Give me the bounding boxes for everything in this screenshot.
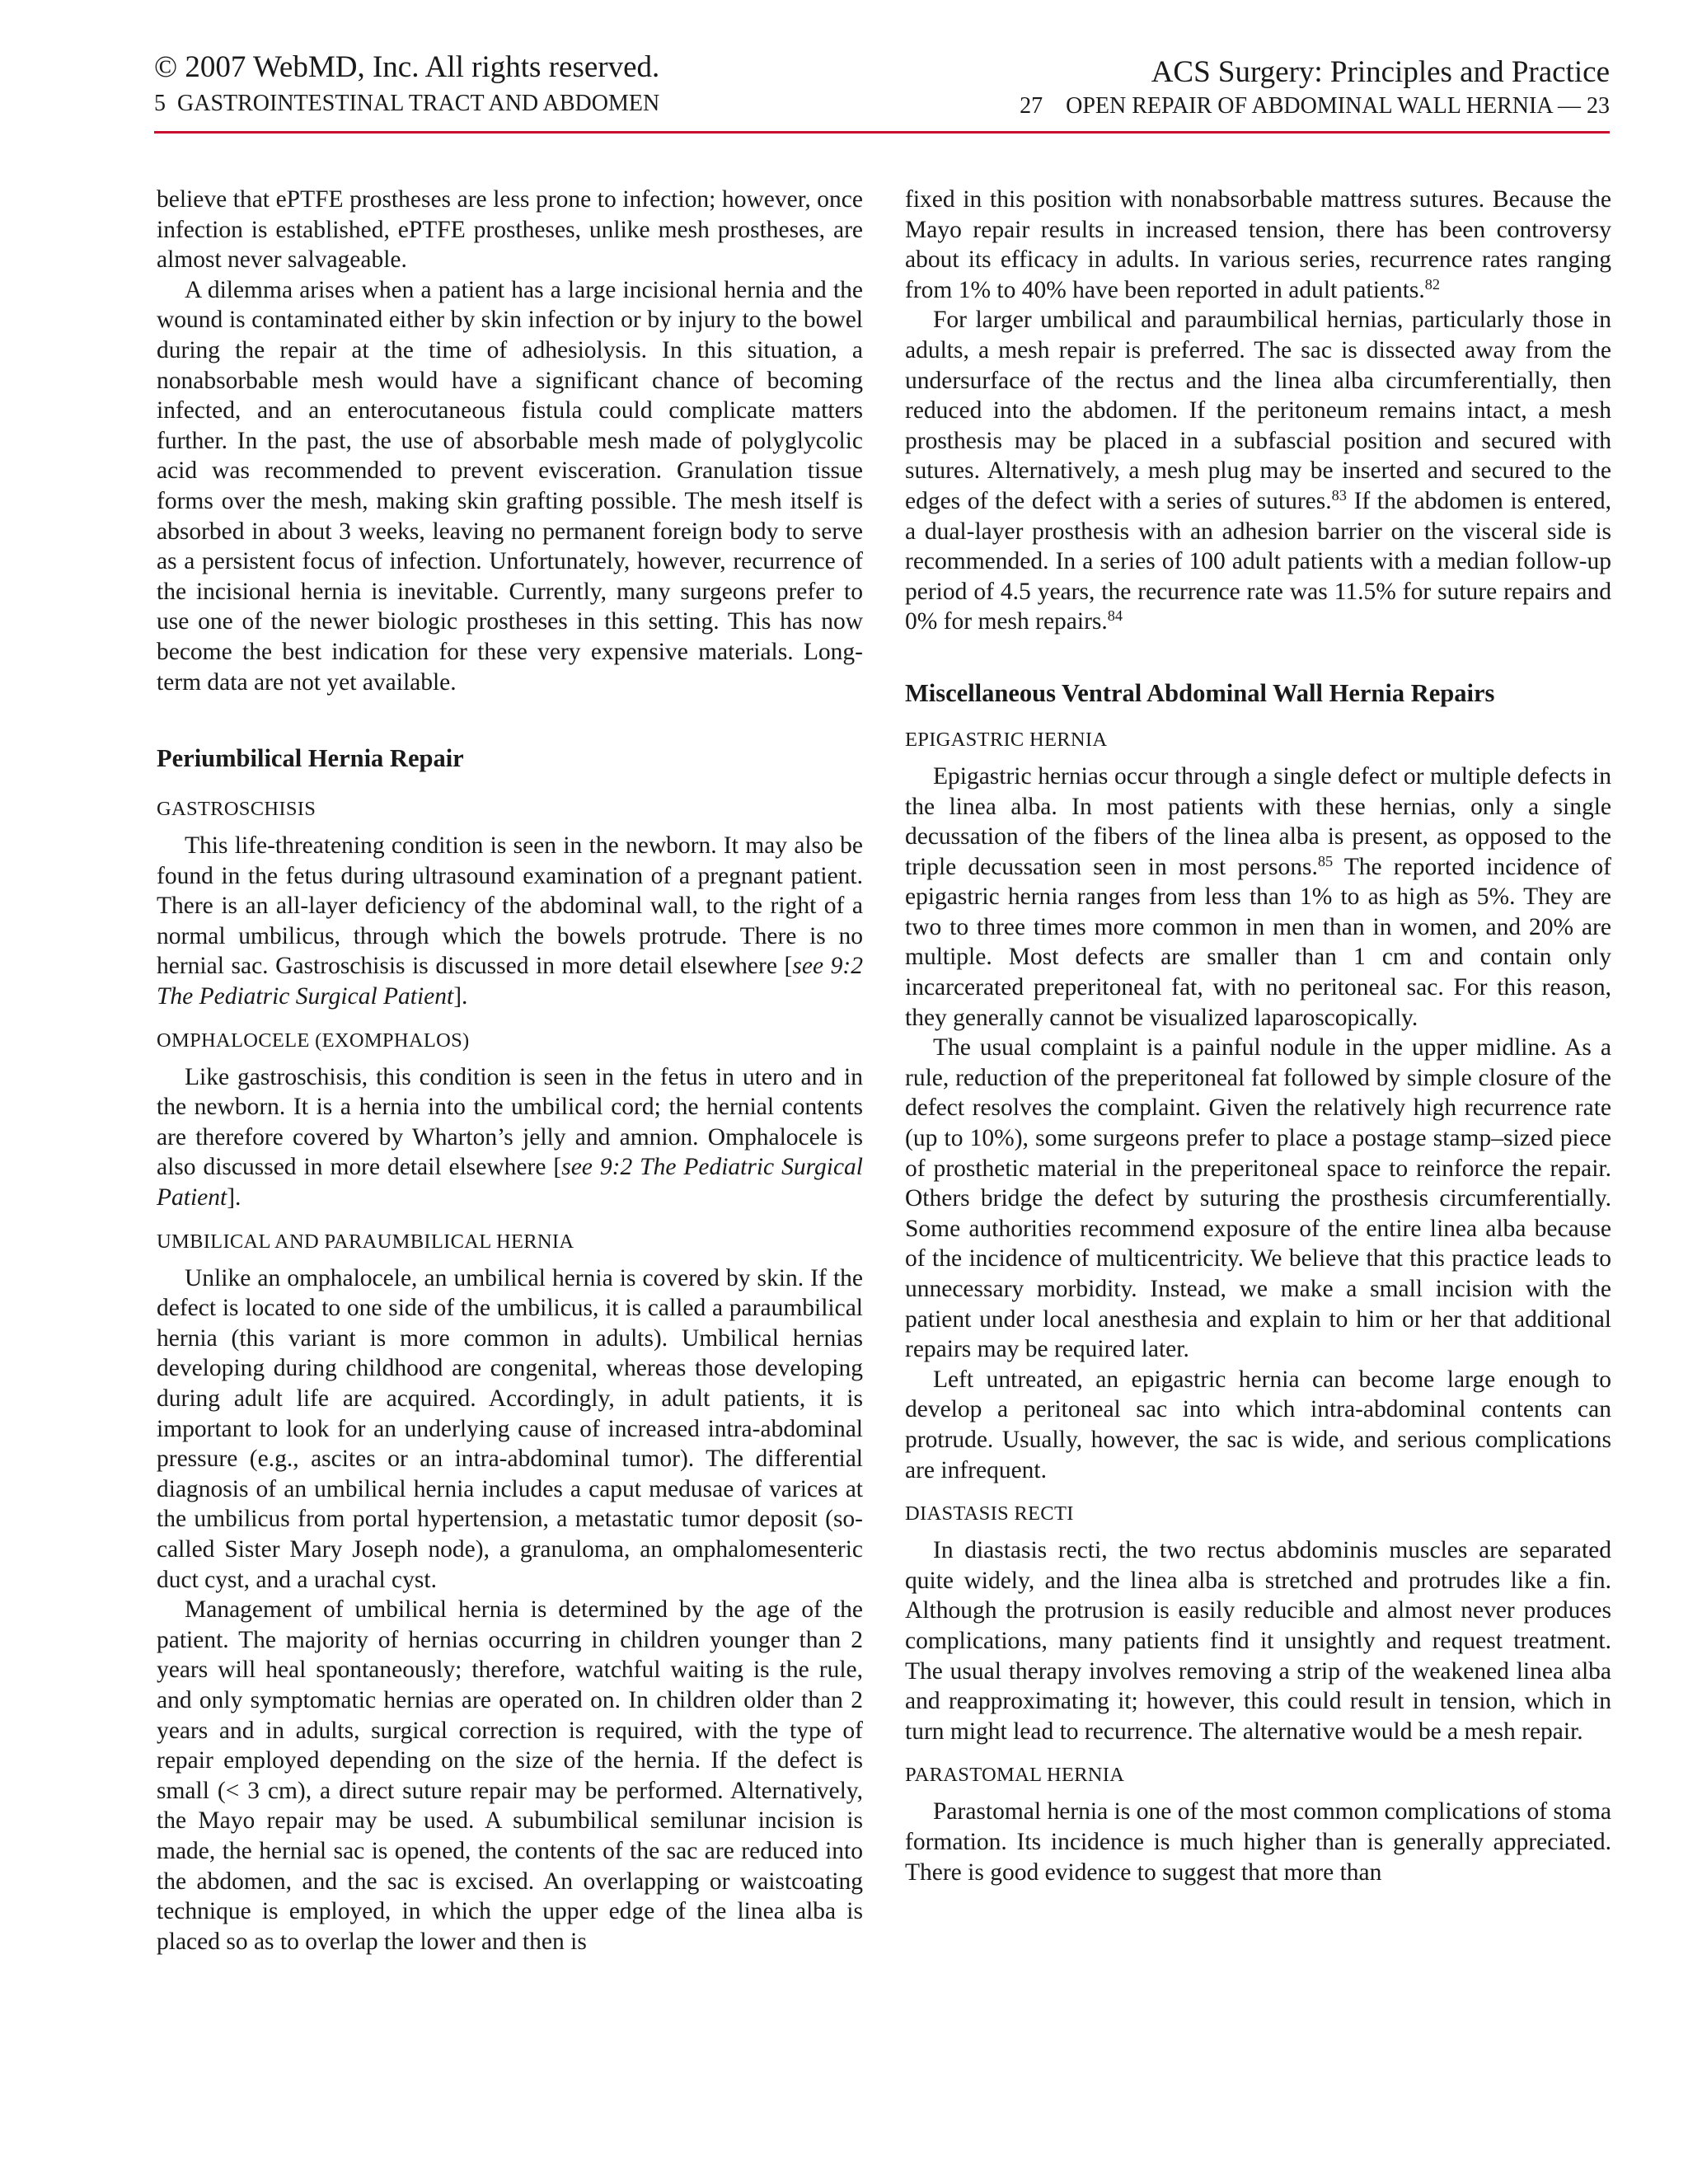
subheading-umbilical: UMBILICAL AND PARAUMBILICAL HERNIA: [157, 1230, 574, 1253]
paragraph: Like gastroschisis, this condition is seen in the fetus in utero and in the newborn. It is a hernia into the umbilical cord; the hernial contents are therefore covered by Wharton’s jelly and amnion. Omphalocele is also discussed in more detail elsewhere [see 9:2 The Pediatric Surgical Patient].: [157, 1063, 863, 1212]
paragraph: The usual complaint is a painful nodule in the upper midline. As a rule, reduction of the preperitoneal fat followed by simple closure of the defect resolves the complaint. Given the relatively high recurrence rate (up to 10%), some surgeons prefer to place a postage stamp–sized piece of prosthetic material in the preperitoneal space to reinforce the repair. Others bridge the defect by suturing the prosthesis circumferentially. Some authorities recommend exposure of the entire linea alba because of the incidence of multicentricity. We believe that this practice leads to unnecessary morbidity. Instead, we make a small incision with the patient under local anesthesia and explain to him or her that additional repairs may be required later.: [905, 1034, 1611, 1363]
subheading-diastasis: DIASTASIS RECTI: [905, 1502, 1074, 1526]
paragraph: Management of umbilical hernia is determined by the age of the patient. The majority of hernias occurring in children younger than 2 years will heal spontaneously; therefore, watchful waiting is the rule, and only symptomatic hernias are operated on. In children older than 2 years and in adults, surgical correction is required, with the type of repair employed depending on the size of the hernia. If the defect is small (< 3 cm), a direct suture repair may be performed. Alternatively, the Mayo repair may be used. A subumbilical semilunar incision is made, the hernial sac is opened, the contents of the sac are reduced into the abdomen, and the sac is excised. An overlapping or waistcoating technique is employed, in which the upper edge of the linea alba is placed so as to overlap the lower and then is: [157, 1596, 863, 1955]
right-column: [905, 185, 1611, 1887]
section-number: 5: [154, 91, 166, 116]
header-rule: [154, 131, 1610, 134]
reference-number: 85: [1317, 852, 1334, 869]
section-header: [154, 91, 659, 117]
subheading-omphalocele: OMPHALOCELE (EXOMPHALOS): [157, 1029, 470, 1052]
section-title: GASTROINTESTINAL TRACT AND ABDOMEN: [177, 91, 660, 116]
subheading-epigastric: EPIGASTRIC HERNIA: [905, 728, 1108, 751]
chapter-title-page: OPEN REPAIR OF ABDOMINAL WALL HERNIA — 23: [1066, 93, 1610, 119]
subheading-parastomal: PARASTOMAL HERNIA: [905, 1764, 1125, 1787]
section-heading-periumbilical: Periumbilical Hernia Repair: [157, 744, 464, 773]
left-column: [157, 185, 863, 1957]
reference-number: 83: [1331, 486, 1347, 504]
chapter-header: [1020, 93, 1610, 120]
paragraph: In diastasis recti, the two rectus abdominis muscles are separated quite widely, and the linea alba is stretched and protrudes like a fin. Although the protrusion is easily reducible and almost never produces complications, many patients find it unsightly and request treatment. The usual therapy involves removing a strip of the weakened linea alba and reapproximating it; however, this could result in tension, which in turn might lead to recurrence. The alternative would be a mesh repair.: [905, 1537, 1611, 1745]
paragraph: Epigastric hernias occur through a single defect or multiple defects in the linea alba. In most patients with these hernias, only a single decussation of the fibers of the linea alba is present, as opposed to the triple decussation seen in most persons.$^{85}$ The reported incidence of epigastric hernia ranges from less than 1% to as high as 5%. They are two to three times more common in men than in women, and 20% are multiple. Most defects are smaller than 1 cm and contain only incarcerated preperitoneal fat, with no peritoneal sac. For this reason, they generally cannot be visualized laparoscopically.: [905, 762, 1611, 1031]
paragraph: This life-threatening condition is seen in the newborn. It may also be found in the fetus during ultrasound examination of a pregnant patient. There is an all-layer deficiency of the abdominal wall, to the right of a normal umbilicus, through which the bowels protrude. There is no hernial sac. Gastroschisis is discussed in more detail elsewhere [see 9:2 The Pediatric Surgical Patient].: [157, 832, 863, 1010]
section-heading-miscellaneous: Miscellaneous Ventral Abdominal Wall Hernia Repairs: [905, 678, 1495, 707]
paragraph: Parastomal hernia is one of the most common complications of stoma formation. Its incidence is much higher than is generally appreciated. There is good evidence to suggest that more than: [905, 1798, 1611, 1886]
paragraph: Left untreated, an epigastric hernia can become large enough to develop a peritoneal sac into which intra-abdominal contents can protrude. Usually, however, the sac is wide, and serious complications are infrequent.: [905, 1366, 1611, 1483]
paragraph: believe that ePTFE prostheses are less prone to infection; however, once infection is established, ePTFE prostheses, unlike mesh prostheses, are almost never salvageable.: [157, 186, 863, 274]
chapter-number: 27: [1020, 93, 1043, 119]
paragraph: For larger umbilical and paraumbilical hernias, particularly those in adults, a mesh repair is preferred. The sac is dissected away from the undersurface of the rectus and the linea alba circumferentially, then reduced into the abdomen. If the peritoneum remains intact, a mesh prosthesis may be placed in a subfascial position and secured with sutures. Alternatively, a mesh plug may be inserted and secured to the edges of the defect with a series of sutures.$^{83}$ If the abdomen is entered, a dual-layer prosthesis with an adhesion barrier on the visceral side is recommended. In a series of 100 adult patients with a median follow-up period of 4.5 years, the recurrence rate was 11.5% for suture repairs and 0% for mesh repairs.$^{84}$: [905, 307, 1612, 635]
reference-number: 84: [1107, 607, 1123, 625]
subheading-gastroschisis: GASTROSCHISIS: [157, 798, 316, 821]
cross-reference: see 9:2 The Pediatric Surgical Patient: [157, 953, 863, 1010]
paragraph: Unlike an omphalocele, an umbilical hernia is covered by skin. If the defect is located to one side of the umbilicus, it is called a paraumbilical hernia (this variant is more common in adults). Umbilical hernias developing during childhood are congenital, whereas those developing during adult life are acquired. Accordingly, in adult patients, it is important to look for an underlying cause of increased intra-abdominal pressure (e.g., ascites or an intra-abdominal tumor). The differential diagnosis of an umbilical hernia includes a caput medusae of varices at the umbilicus from portal hypertension, a metastatic tumor deposit (so-called Sister Mary Joseph node), a granuloma, an omphalomesenteric duct cyst, and a urachal cyst.: [157, 1264, 863, 1593]
reference-number: 82: [1424, 275, 1441, 293]
book-title: ACS Surgery: Principles and Practice: [1151, 55, 1610, 89]
paragraph: A dilemma arises when a patient has a large incisional hernia and the wound is contaminated either by skin infection or by injury to the bowel during the repair at the time of adhesiolysis. In this situation, a nonabsorbable mesh would have a significant chance of becoming infected, and an enterocutaneous fistula could complicate matters further. In the past, the use of absorbable mesh made of polyglycolic acid was recommended to prevent evisceration. Granulation tissue forms over the mesh, making skin grafting possible. The mesh itself is absorbed in about 3 weeks, leaving no permanent foreign body to serve as a persistent focus of infection. Unfortunately, however, recurrence of the incisional hernia is inevitable. Currently, many surgeons prefer to use one of the newer biologic prostheses in this setting. This has now become the best indication for these very expensive materials. Long-term data are not yet available.: [157, 276, 863, 696]
cross-reference: see 9:2 The Pediatric Surgical Patient: [157, 1154, 863, 1212]
copyright-line: © 2007 WebMD, Inc. All rights reserved.: [154, 50, 660, 84]
paragraph: fixed in this position with nonabsorbable mattress sutures. Because the Mayo repair results in increased tension, there has been controversy about its efficacy in adults. In various series, recurrence rates ranging from 1% to 40% have been reported in adult patients.$^{82}$: [905, 186, 1611, 303]
